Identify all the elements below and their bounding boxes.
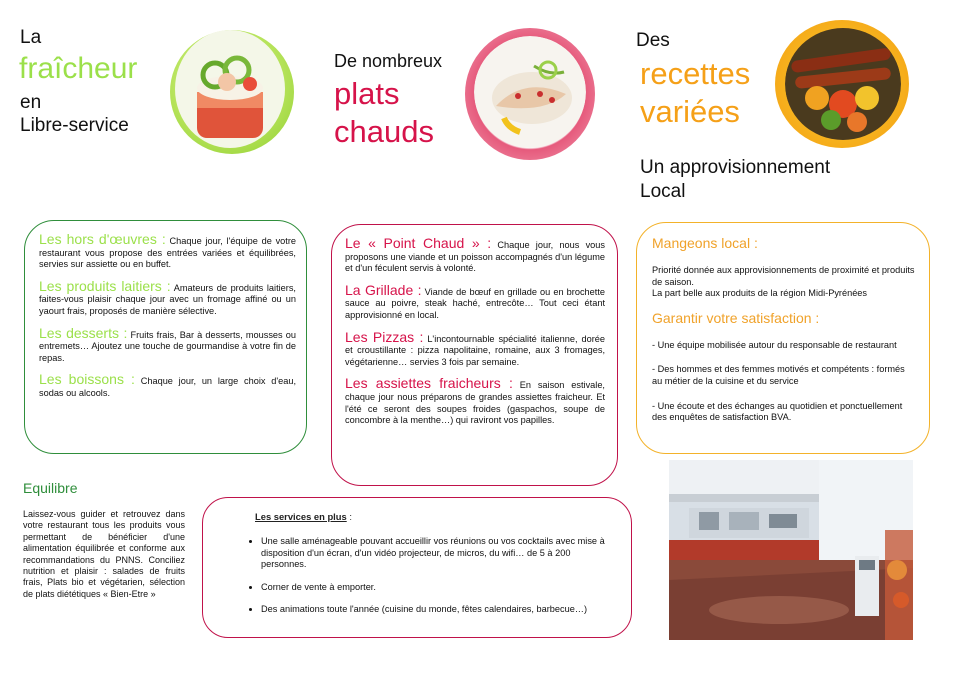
services-box: [202, 497, 632, 638]
pizzas-lead: Les Pizzas :: [345, 328, 424, 345]
header-des: Des: [636, 30, 670, 51]
mangeons-local-text-1: Priorité donnée aux approvisionnements de proximité et produits de saison.: [652, 265, 915, 287]
assiettes-fraicheurs-text: En saison estivale, chaque jour nous préparons de grandes assiettes fraicheur. Et l'été ce seront des soupes froides (gaspachos, soupe de concombre à la menthe…) qui raviront vos papilles.: [345, 380, 605, 426]
services-item: • Corner de vente à emporter.: [261, 582, 611, 594]
satisfaction-list: [652, 340, 917, 424]
pizzas-paragraph: [345, 328, 605, 369]
boissons-text: Chaque jour, un large choix d'eau, sodas ou alcools.: [39, 376, 296, 398]
satisfaction-title: Garantir votre satisfaction :: [652, 309, 820, 326]
grillade-lead: La Grillade :: [345, 281, 422, 298]
header-libre-service: Libre-service: [20, 115, 129, 136]
point-chaud-paragraph: [345, 235, 605, 275]
mangeons-local-text-2: La part belle aux produits de la région Midi-Pyrénées: [652, 288, 868, 299]
header-recettes: recettes: [640, 56, 751, 91]
equilibre-title: Equilibre: [23, 480, 78, 496]
satisfaction-item: - Des hommes et des femmes motivés et compétents : formés au métier de la cuisine et du service: [652, 364, 905, 386]
point-chaud-lead: Le « Point Chaud » :: [345, 235, 492, 251]
services-item: • Des animations toute l'année (cuisine du monde, fêtes calendaires, barbecue…): [261, 604, 611, 616]
header-la: La: [20, 27, 42, 48]
assiettes-fraicheurs-paragraph: [345, 375, 605, 426]
hors-oeuvres-lead: Les hors d'œuvres :: [39, 231, 166, 247]
satisfaction-item: - Une équipe mobilisée autour du responsable de restaurant: [652, 339, 897, 350]
fish-photo: [474, 36, 586, 148]
desserts-paragraph: [39, 324, 296, 365]
produits-laitiers-text: Amateurs de produits laitiers, faites-vous plaisir chaque jour avec un fromage affiné ou un yaourt frais, proposés de manière sélective.: [39, 282, 296, 316]
header-plats: plats: [334, 76, 400, 111]
salad-photo: [175, 30, 285, 148]
boissons-lead: Les boissons :: [39, 371, 135, 388]
satisfaction-item: - Une écoute et des échanges au quotidien et ponctuellement des enquêtes de satisfaction BVA.: [652, 400, 903, 423]
assiettes-fraicheurs-lead: Les assiettes fraicheurs :: [345, 375, 513, 392]
hors-oeuvres-paragraph: [39, 231, 296, 271]
services-item: • Une salle aménageable pouvant accueillir vos réunions ou vos cocktails avec mise à disposition d'un écran, d'un vidéo projecteur, de micros, du wifi… de 5 à 200 personnes.: [261, 536, 611, 571]
services-title-suffix: :: [346, 511, 352, 522]
services-title: Les services en plus: [255, 511, 347, 522]
restaurant-photo: [669, 460, 913, 640]
services-heading: [255, 511, 611, 522]
header-fraicheur: fraîcheur: [19, 52, 138, 85]
equilibre-text: Laissez-vous guider et retrouvez dans votre restaurant tous les produits vous permettant de bénéficier d'une alimentation équilibrée et conforme aux recommandations du PNNS. Conciliez nutrition et plaisir : salades de fruits frais, Plats bio et végétarien, sélection de plats diététiques « Bien-Etre »: [23, 509, 185, 599]
header-chauds: chauds: [334, 114, 434, 149]
pizzas-text: L'incontournable spécialité italienne, dorée et croustillante : pizza napolitaine, romaine, aux 3 fromages, végétarienne… servies 3 fois par semaine.: [345, 333, 605, 367]
skewers-photo: [785, 28, 901, 140]
header-local: Local: [640, 181, 686, 202]
grillade-text: Viande de bœuf en grillade ou en brochette sauce au poivre, steak haché, entrecôte… Tout ceci étant approvisionné en local.: [345, 286, 605, 320]
produits-laitiers-paragraph: [39, 277, 296, 318]
grillade-paragraph: [345, 281, 605, 322]
header-en: en: [20, 92, 42, 113]
header-approvisionnement: Un approvisionnement: [640, 157, 831, 178]
services-list: [231, 536, 611, 616]
boissons-paragraph: [39, 371, 296, 399]
hors-oeuvres-box: [24, 220, 307, 454]
hors-oeuvres-text: Chaque jour, l'équipe de votre restaurant vous propose des entrées variées et équilibrées, servies sur assiette ou en buffet.: [39, 236, 296, 270]
point-chaud-text: Chaque jour, nous vous proposons une viande et un poisson accompagnés d'un légume et d'un féculent servis à volonté.: [345, 240, 605, 274]
desserts-text: Fruits frais, Bar à desserts, mousses ou entremets… Ajoutez une touche de gourmandise à votre fin de repas.: [39, 329, 296, 363]
produits-laitiers-lead: Les produits laitiers :: [39, 277, 171, 294]
desserts-lead: Les desserts :: [39, 324, 128, 341]
header-variees: variées: [640, 94, 740, 129]
header-de-nombreux: De nombreux: [334, 51, 443, 71]
mangeons-local-title: Mangeons local :: [652, 235, 758, 251]
local-satisfaction-box: [636, 222, 930, 454]
plats-chauds-box: [331, 224, 618, 486]
